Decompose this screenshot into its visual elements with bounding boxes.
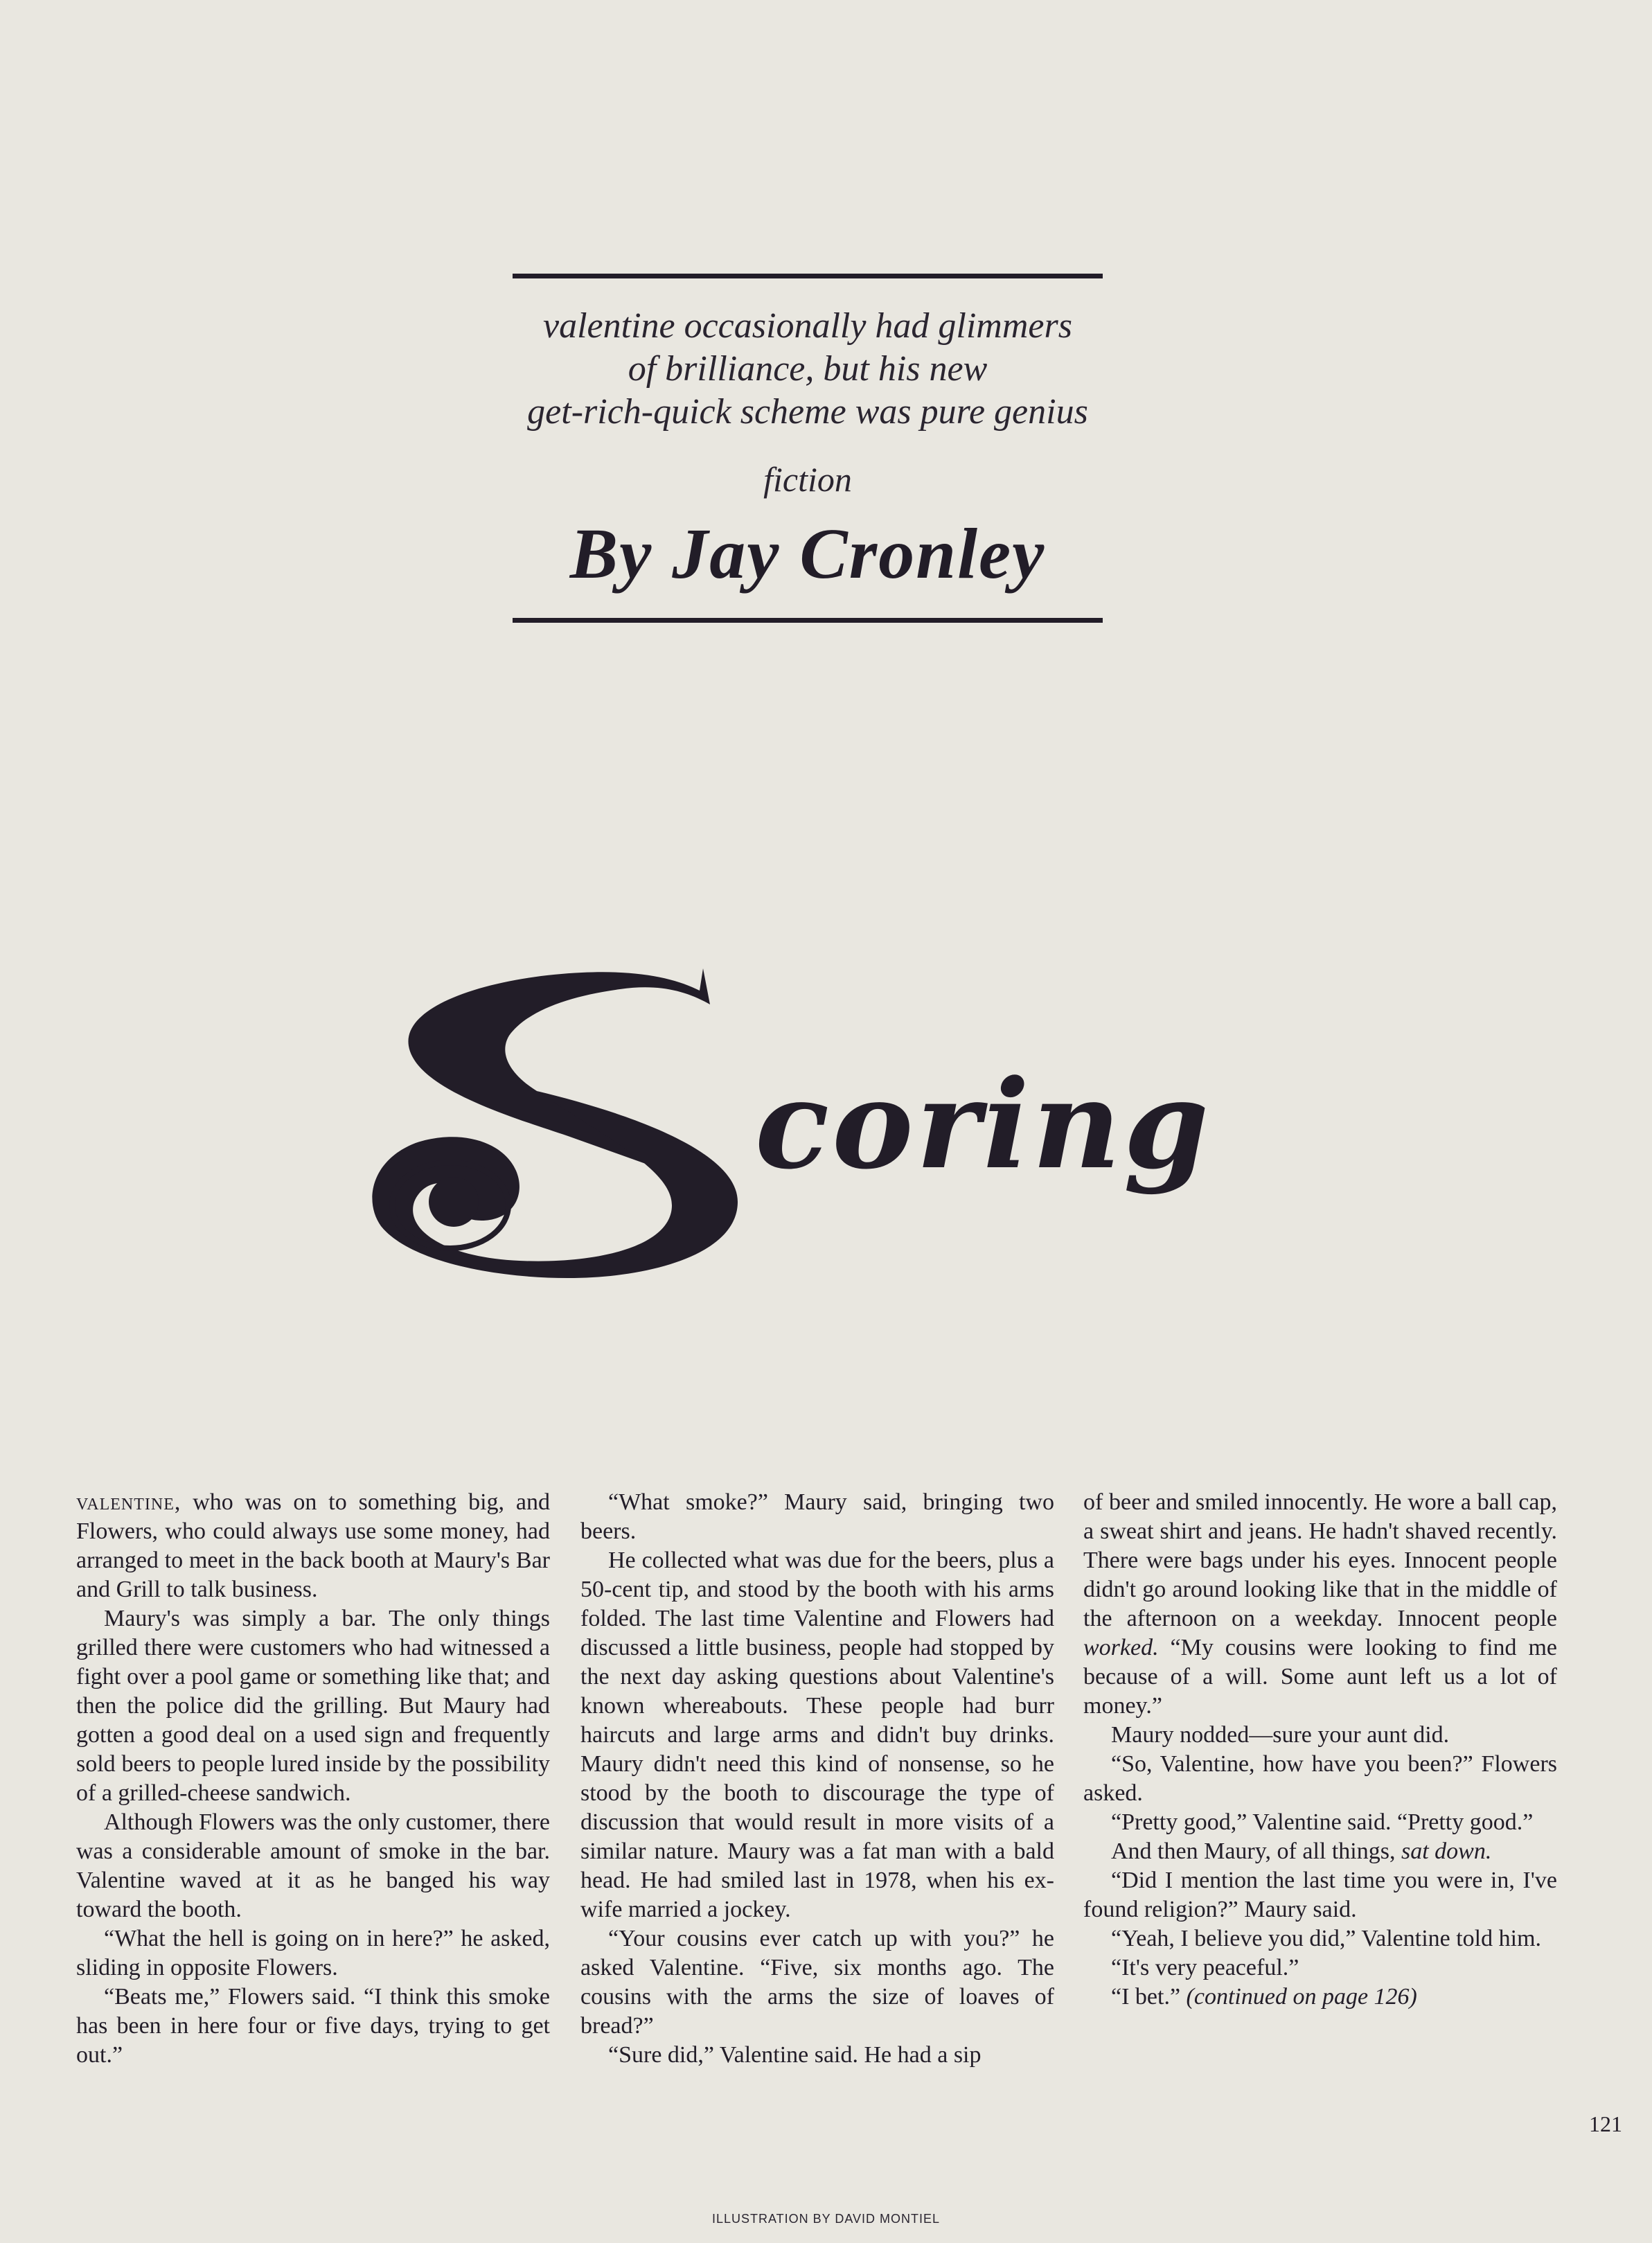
deck-line: valentine occasionally had glimmers (543, 306, 1072, 346)
column-1 (76, 1488, 550, 2070)
paragraph-text: “My cousins were looking to find me because of a will. Some aunt left us a lot of money.” (1083, 1635, 1557, 1719)
top-rule (513, 274, 1103, 278)
column-2 (580, 1488, 1054, 2070)
paragraph: “Did I mention the last time you were in, I've found religion?” Maury said. (1083, 1868, 1557, 1922)
paragraph: Maury's was simply a bar. The only things grilled there were customers who had witnessed a fight over a pool game or something like that; and then the police did the grilling. But Maury had gotten a good deal on a used sign and frequently sold beers to people lured inside by the possibility of a grilled-cheese sandwich. (76, 1606, 550, 1806)
column-3 (1083, 1488, 1557, 2012)
paragraph: He collected what was due for the beers, plus a 50-cent tip, and stood by the booth with his arms folded. The last time Valentine and Flowers had discussed a little business, people had stopped by the next day asking questions about Valentine's known whereabouts. These people had burr haircuts and large arms and didn't buy drinks. Maury didn't need this kind of nonsense, so he stood by the booth to discourage the type of discussion that would result in more visits of a similar nature. Maury was a fat man with a bald head. He had smiled last in 1978, when his ex-wife married a jockey. (580, 1548, 1054, 1922)
paragraph: “Pretty good,” Valentine said. “Pretty good.” (1111, 1809, 1534, 1835)
paragraph-text: “I bet.” (1111, 1984, 1187, 2010)
paragraph: Maury nodded—sure your aunt did. (1111, 1722, 1450, 1748)
paragraph: “What the hell is going on in here?” he asked, sliding in opposite Flowers. (76, 1926, 550, 1980)
paragraph (76, 1488, 550, 1604)
deck (485, 305, 1130, 434)
lead-word: valentine, (76, 1489, 181, 1515)
paragraph (1083, 1488, 1557, 1721)
paragraph: “Beats me,” Flowers said. “I think this smoke has been in here four or five days, trying to get out.” (76, 1984, 550, 2068)
emphasis-text: worked. (1083, 1635, 1159, 1660)
continued-note: (continued on page 126) (1186, 1984, 1417, 2010)
paragraph: “Sure did,” Valentine said. He had a sip (608, 2042, 982, 2068)
paragraph-text: who was on to something big, and Flowers, who could always use some money, had arranged to meet in the back booth at Maury's Bar and Grill to talk business. (76, 1489, 550, 1602)
paragraph: Although Flowers was the only customer, there was a considerable amount of smoke in the bar. Valentine waved at it as he banged his way toward the booth. (76, 1809, 550, 1922)
bottom-rule (513, 618, 1103, 623)
genre-label: fiction (763, 460, 852, 499)
emphasis-text: sat down. (1401, 1838, 1492, 1864)
paragraph-text: And then Maury, of all things, (1111, 1838, 1401, 1864)
title-initial-s (360, 963, 748, 1282)
paragraph (1083, 1983, 1557, 2012)
s-terminal-ball (429, 1177, 479, 1227)
deck-line: of brilliance, but his new (628, 349, 988, 389)
paragraph: “So, Valentine, how have you been?” Flowers asked. (1083, 1751, 1557, 1806)
paragraph: “What smoke?” Maury said, bringing two beers. (580, 1489, 1054, 1544)
paragraph (1083, 1837, 1557, 1866)
paragraph: “Your cousins ever catch up with you?” he asked Valentine. “Five, six months ago. The cousins with the arms the size of loaves of bread?” (580, 1926, 1054, 2039)
paragraph: “It's very peaceful.” (1111, 1955, 1299, 1980)
deck-line: get-rich-quick scheme was pure genius (527, 392, 1088, 432)
paragraph-text: of beer and smiled innocently. He wore a ball cap, a sweat shirt and jeans. He hadn't shaved recently. There were bags under his eyes. Innocent people didn't go around looking like that in the middle of the afternoon on a weekday. Innocent people (1083, 1489, 1557, 1631)
byline: By Jay Cronley (569, 514, 1046, 594)
illustration-credit: ILLUSTRATION BY DAVID MONTIEL (711, 2212, 941, 2226)
page-number: 121 (1589, 2111, 1622, 2136)
title-rest: coring (755, 1053, 1212, 1196)
paragraph: “Yeah, I believe you did,” Valentine told him. (1111, 1926, 1542, 1951)
